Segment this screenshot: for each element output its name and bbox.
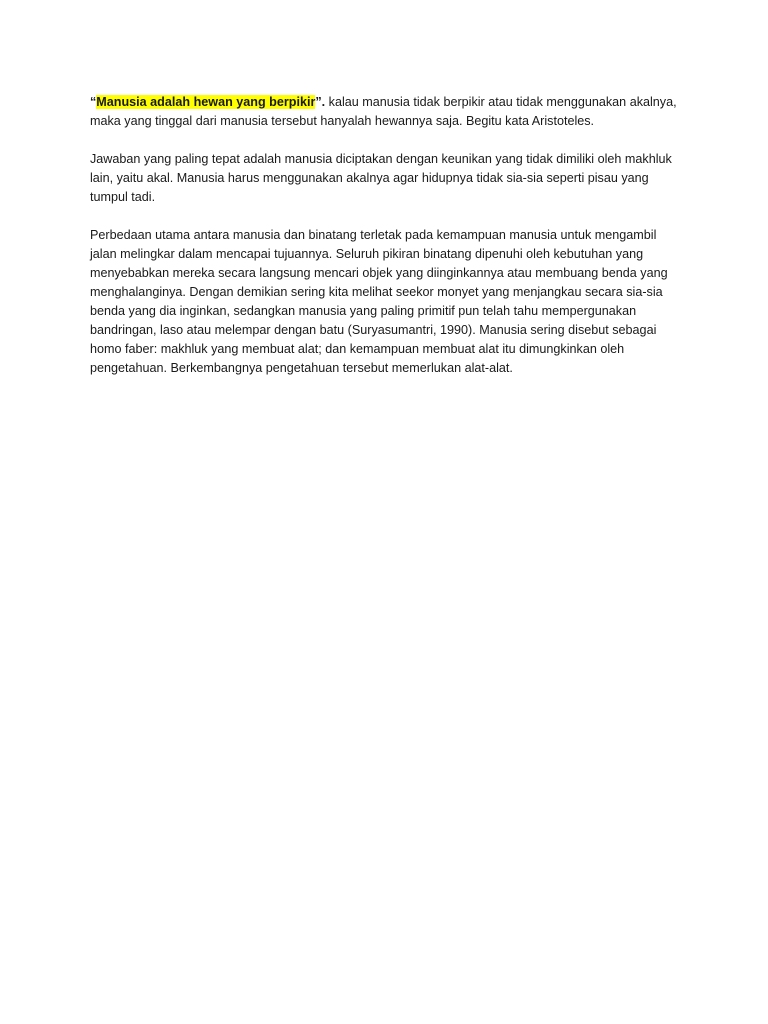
close-quote-mark: ”. <box>315 95 326 109</box>
paragraph-akal: Jawaban yang paling tepat adalah manusia diciptakan dengan keunikan yang tidak dimiliki oleh makhluk lain, yaitu akal. Manusia harus menggunakan akalnya agar hidupnya tidak sia-sia seperti pisau yang tumpul tadi. <box>90 152 672 204</box>
open-quote-mark: “ <box>90 95 97 109</box>
document-body <box>90 93 682 397</box>
highlighted-quote: Manusia adalah hewan yang berpikir <box>96 95 316 109</box>
paragraph-aristoteles-quote <box>90 93 682 131</box>
paragraph-1-text: kalau manusia tidak berpikir atau tidak menggunakan akalnya, maka yang tinggal dari manusia tersebut hanyalah hewannya saja. Begitu kata Aristoteles. <box>90 95 677 128</box>
paragraph-perbedaan: Perbedaan utama antara manusia dan binatang terletak pada kemampuan manusia untuk mengambil jalan melingkar dalam mencapai tujuannya. Seluruh pikiran binatang dipenuhi oleh kebutuhan yang menyebabkan mereka secara langsung mencari objek yang diinginkannya atau membuang benda yang menghalanginya. Dengan demikian sering kita melihat seekor monyet yang menjangkau secara sia-sia benda yang dia inginkan, sedangkan manusia yang paling primitif pun telah tahu mempergunakan bandringan, laso atau melempar dengan batu (Suryasumantri, 1990). Manusia sering disebut sebagai homo faber: makhluk yang membuat alat; dan kemampuan membuat alat itu dimungkinkan oleh pengetahuan. Berkembangnya pengetahuan tersebut memerlukan alat-alat. <box>90 228 668 375</box>
